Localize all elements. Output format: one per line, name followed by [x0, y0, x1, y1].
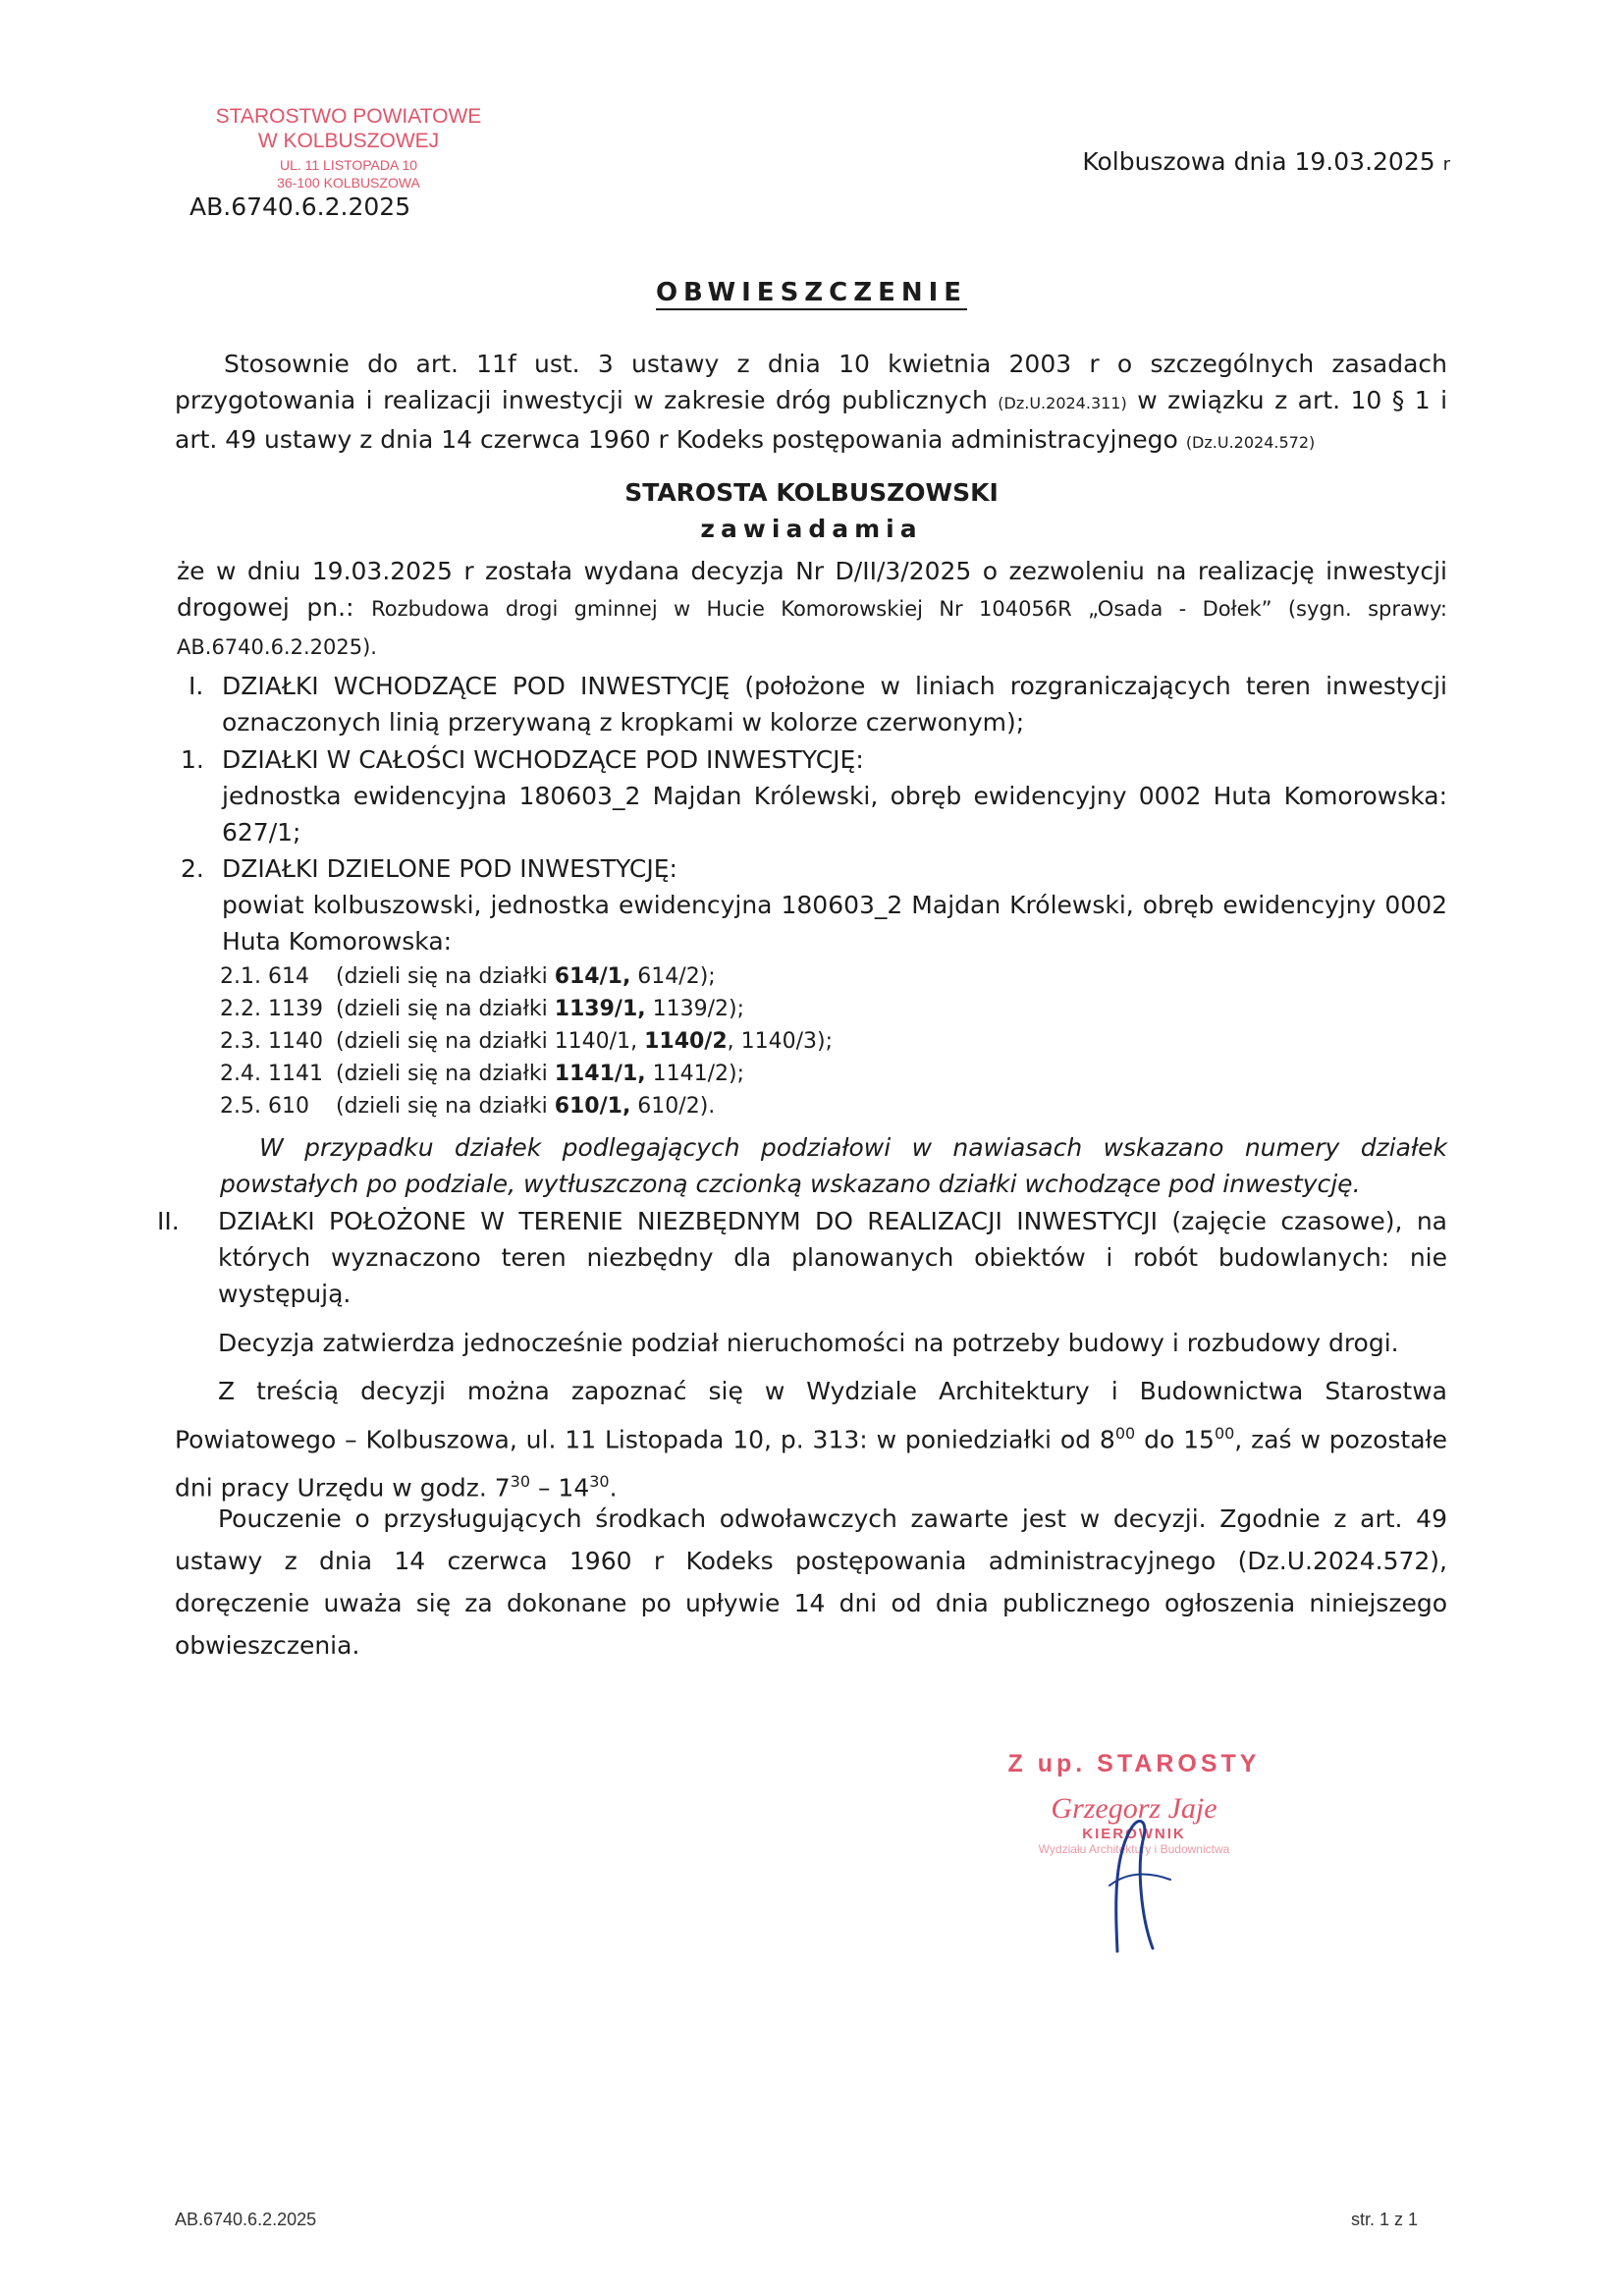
subitem-text: 1141/2);	[645, 1062, 745, 1086]
subdivision-note: W przypadku działek podlegających podziałowi w nawiasach wskazano numery działek powstałych po podziale, wytłuszczoną czcionką wskazano działki wchodzące pod inwestycję.	[220, 1133, 1447, 1198]
section-1-number: I.	[189, 672, 204, 700]
intro-ref-2: (Dz.U.2024.572)	[1185, 433, 1316, 452]
subitem-bold: 1141/1,	[554, 1062, 646, 1086]
intro-paragraph	[175, 346, 1447, 461]
subitem-text: 1139/2);	[645, 997, 745, 1021]
signature-heading: Z up. STAROSTY	[1007, 1750, 1261, 1777]
subitem-code: 2.1. 614	[220, 964, 309, 989]
list-item	[220, 960, 833, 993]
date-text: Kolbuszowa dnia 19.03.2025	[1082, 147, 1435, 176]
subitem-text: (dzieli się na działki	[336, 1062, 555, 1086]
access-text: – 14	[530, 1473, 590, 1503]
access-paragraph	[175, 1370, 1447, 1509]
item-1-heading: DZIAŁKI W CAŁOŚCI WCHODZĄCE POD INWESTYCJĘ:	[222, 745, 864, 774]
approval-paragraph: Decyzja zatwierdza jednocześnie podział nieruchomości na potrzeby budowy i rozbudowy drogi.	[218, 1329, 1399, 1357]
handwritten-signature-icon	[1080, 1770, 1198, 1956]
signature-role: KIEROWNIK	[1082, 1826, 1186, 1842]
access-text: do 15	[1135, 1425, 1215, 1454]
intro-text-1: Stosownie do art. 11f ust. 3 ustawy z dnia 10 kwietnia 2003 r o szczególnych zasadach przygotowania i realizacji inwestycji w zakresie dróg publicznych	[175, 350, 1447, 414]
item-2	[177, 850, 1447, 959]
document-title	[0, 278, 1623, 307]
subitem-bold: 610/1,	[554, 1094, 631, 1119]
subitem-code: 2.2. 1139	[220, 997, 323, 1021]
subitem-bold: 1139/1,	[554, 997, 646, 1021]
item-2-text: powiat kolbuszowski, jednostka ewidencyjna 180603_2 Majdan Królewski, obręb ewidencyjny 0002 Huta Komorowska:	[222, 891, 1447, 956]
title-text: OBWIESZCZENIE	[656, 278, 967, 310]
item-1-number: 1.	[181, 745, 204, 774]
time-superscript: 00	[1114, 1424, 1136, 1443]
signature-name: Grzegorz Jaje	[1051, 1792, 1217, 1825]
subitem-text: 614/2);	[630, 964, 716, 989]
decision-investment-name: Rozbudowa drogi gminnej w Hucie Komorowskiej Nr 104056R „Osada - Dołek” (sygn. sprawy: AB.6740.6.2.2025).	[177, 597, 1447, 659]
subitem-text: (dzieli się na działki	[336, 1029, 555, 1054]
intro-ref-1: (Dz.U.2024.311)	[998, 394, 1127, 412]
footer-reference: AB.6740.6.2.2025	[175, 2210, 317, 2229]
list-item	[220, 1025, 833, 1058]
stamp-line-4: 36-100 KOLBUSZOWA	[277, 175, 420, 191]
section-1	[177, 668, 1447, 740]
document-date	[1082, 147, 1450, 176]
subitem-text: (dzieli się na działki	[336, 964, 555, 989]
decision-paragraph	[177, 553, 1447, 666]
item-2-body	[222, 850, 1447, 959]
list-item	[220, 1058, 833, 1090]
item-2-number: 2.	[181, 854, 204, 883]
item-1-text: jednostka ewidencyjna 180603_2 Majdan Królewski, obręb ewidencyjny 0002 Huta Komorowska: 627/1;	[222, 782, 1447, 847]
access-text: Z treścią decyzji można zapoznać się w Wydziale Architektury i Budownictwa Starostwa Powiatowego – Kolbuszowa, ul. 11 Listopada 10, p. 313: w poniedziałki od 8	[175, 1377, 1447, 1454]
item-1-body	[222, 741, 1447, 850]
item-2-heading: DZIAŁKI DZIELONE POD INWESTYCJĘ:	[222, 854, 677, 883]
access-text: .	[609, 1473, 618, 1503]
appeal-paragraph: Pouczenie o przysługujących środkach odwoławczych zawarte jest w decyzji. Zgodnie z art. 49 ustawy z dnia 14 czerwca 1960 r Kodeks postępowania administracyjnego (Dz.U.2024.572), doręczenie uważa się za dokonane po upływie 14 dni od dnia publicznego ogłoszenia niniejszego obwieszczenia.	[175, 1504, 1447, 1660]
list-item	[220, 1090, 833, 1122]
section-2-text: DZIAŁKI POŁOŻONE W TERENIE NIEZBĘDNYM DO REALIZACJI INWESTYCJI (zajęcie czasowe), na których wyznaczono teren niezbędny dla planowanych obiektów i robót budowlanych: nie występują.	[218, 1207, 1447, 1308]
authority-heading: STAROSTA KOLBUSZOWSKI	[624, 478, 999, 507]
stamp-line-3: UL. 11 LISTOPADA 10	[279, 157, 418, 173]
section-2-number: II.	[157, 1207, 180, 1235]
subitem-code: 2.4. 1141	[220, 1062, 323, 1086]
subitem-text: (dzieli się na działki	[336, 1094, 555, 1119]
time-superscript: 00	[1214, 1424, 1235, 1443]
stamp-line-1: STAROSTWO POWIATOWE	[215, 105, 482, 128]
subitem-bold: 614/1,	[554, 964, 631, 989]
section-2	[157, 1203, 1447, 1312]
subitem-text: 1140/1,	[554, 1029, 645, 1054]
subitem-code: 2.3. 1140	[220, 1029, 323, 1054]
item-1	[177, 741, 1447, 850]
subitem-text: , 1140/3);	[727, 1029, 834, 1054]
decision-text: że w dniu 19.03.2025 r została wydana decyzja Nr D/II/3/2025 o zezwoleniu na realizację inwestycji drogowej pn.:	[177, 557, 1447, 622]
case-number: AB.6740.6.2.2025	[189, 192, 411, 221]
section-1-text: DZIAŁKI WCHODZĄCE POD INWESTYCJĘ (położone w liniach rozgraniczających teren inwestycji oznaczonych linią przerywaną z kropkami w kolorze czerwonym);	[222, 672, 1447, 737]
signature-block	[962, 1750, 1306, 1956]
date-suffix: r	[1442, 154, 1450, 175]
stamp-line-2: W KOLBUSZOWEJ	[257, 130, 440, 152]
subitem-code: 2.5. 610	[220, 1094, 309, 1119]
intro-text-2: w związku z art. 10 § 1 i art. 49 ustawy z dnia 14 czerwca 1960 r Kodeks postępowania administracyjnego	[175, 386, 1448, 454]
list-item	[220, 993, 833, 1025]
time-superscript: 30	[589, 1472, 610, 1492]
subitem-text: 610/2).	[630, 1094, 716, 1119]
informs-heading: zawiadamia	[700, 515, 923, 543]
time-superscript: 30	[510, 1472, 531, 1492]
subitem-bold: 1140/2	[644, 1029, 728, 1054]
footer-page-number: str. 1 z 1	[1350, 2210, 1418, 2229]
office-stamp	[157, 104, 540, 191]
subitem-list	[220, 960, 833, 1122]
access-text: , zaś w pozostałe dni pracy Urzędu w godz. 7	[175, 1425, 1448, 1503]
signature-department: Wydziału Architektury i Budownictwa	[1038, 1842, 1230, 1856]
subitem-text: (dzieli się na działki	[336, 997, 555, 1021]
